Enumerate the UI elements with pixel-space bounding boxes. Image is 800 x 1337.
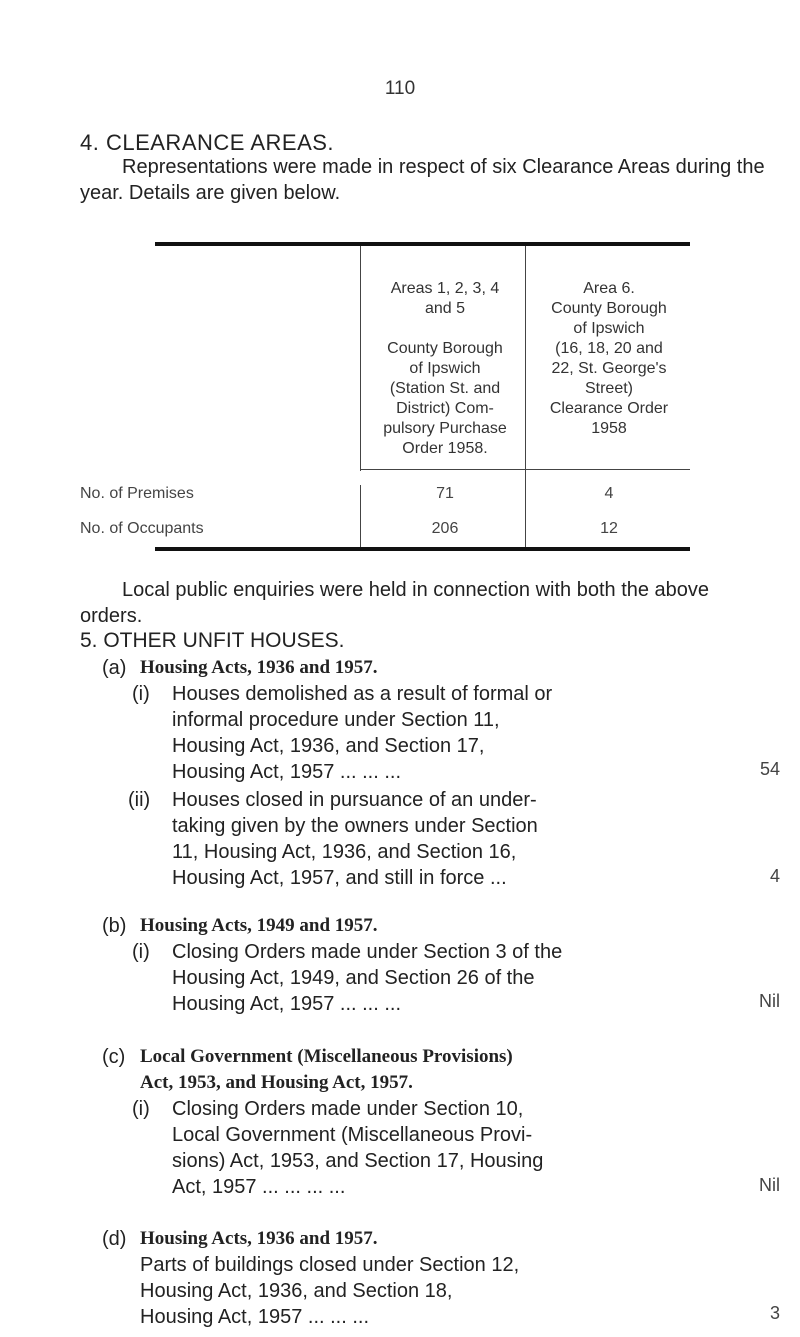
cell-occupants-col2: 12 bbox=[600, 520, 618, 537]
subsection-a-marker: (a) bbox=[102, 657, 127, 679]
page-number: 110 bbox=[384, 78, 416, 99]
cell-premises-col2: 4 bbox=[604, 485, 614, 502]
table-top-rule bbox=[155, 242, 690, 246]
section-4-intro: Representations were made in respect of six Clearance Areas during the year. Details are given below. bbox=[80, 156, 765, 204]
item-a-ii-marker: (ii) bbox=[128, 789, 151, 811]
item-c-i-text: Closing Orders made under Section 10, Local Government (Miscellaneous Provi- sions) Act, 1953, and Section 17, Housing Act, 1957 ... ... ... ... bbox=[172, 1098, 544, 1198]
table-header-rule-col1 bbox=[360, 469, 525, 470]
enquiries-text: Local public enquiries were held in connection with both the above orders. bbox=[80, 579, 710, 627]
col2-header: Area 6. County Borough of Ipswich (16, 18, 20 and 22, St. George's Street) Clearance Order 1958 bbox=[549, 280, 669, 437]
subsection-d-title: Housing Acts, 1936 and 1957. bbox=[140, 1228, 378, 1249]
row-label-occupants: No. of Occupants bbox=[80, 520, 204, 537]
subsection-b-marker: (b) bbox=[102, 915, 127, 937]
col1-header: Areas 1, 2, 3, 4 and 5 County Borough of Ipswich (Station St. and District) Com- pulsory Purchase Order 1958. bbox=[383, 280, 507, 457]
item-a-i-text: Houses demolished as a result of formal or informal procedure under Section 11, Housing Act, 1936, and Section 17, Housing Act, 1957 ... ... ... bbox=[172, 683, 553, 783]
item-c-i-marker: (i) bbox=[132, 1098, 150, 1120]
section-5-heading: 5. OTHER UNFIT HOUSES. bbox=[80, 629, 345, 652]
subsection-c-marker: (c) bbox=[102, 1046, 126, 1068]
subsection-d-text: Parts of buildings closed under Section 12, Housing Act, 1936, and Section 18, Housing Act, 1957 ... ... ... bbox=[140, 1254, 520, 1328]
row-label-premises: No. of Premises bbox=[80, 485, 194, 502]
subsection-b-title: Housing Acts, 1949 and 1957. bbox=[140, 915, 378, 936]
table-divider-left-body bbox=[360, 485, 361, 547]
item-c-i-value: Nil bbox=[759, 1175, 780, 1195]
cell-premises-col1: 71 bbox=[436, 485, 454, 502]
table-divider-right bbox=[525, 246, 526, 551]
subsection-a-title: Housing Acts, 1936 and 1957. bbox=[140, 657, 378, 678]
item-b-i-text: Closing Orders made under Section 3 of the Housing Act, 1949, and Section 26 of the Housing Act, 1957 ... ... ... bbox=[172, 941, 563, 1015]
cell-occupants-col1: 206 bbox=[431, 520, 459, 537]
subsection-d-value: 3 bbox=[769, 1303, 780, 1323]
subsection-c-title: Local Government (Miscellaneous Provisions) Act, 1953, and Housing Act, 1957. bbox=[140, 1046, 513, 1093]
table-bottom-rule bbox=[155, 547, 690, 551]
item-b-i-marker: (i) bbox=[132, 941, 150, 963]
item-b-i-value: Nil bbox=[759, 991, 780, 1011]
section-4-heading: 4. CLEARANCE AREAS. bbox=[80, 130, 335, 155]
item-a-ii-text: Houses closed in pursuance of an under- taking given by the owners under Section 11, Housing Act, 1936, and Section 16, Housing Act, 1957, and still in force ... bbox=[172, 789, 538, 889]
item-a-ii-value: 4 bbox=[769, 866, 780, 886]
subsection-d-marker: (d) bbox=[102, 1228, 127, 1250]
table-divider-left bbox=[360, 246, 361, 471]
item-a-i-value: 54 bbox=[759, 759, 780, 779]
table-header-rule-col2 bbox=[525, 469, 690, 470]
item-a-i-marker: (i) bbox=[132, 683, 150, 705]
